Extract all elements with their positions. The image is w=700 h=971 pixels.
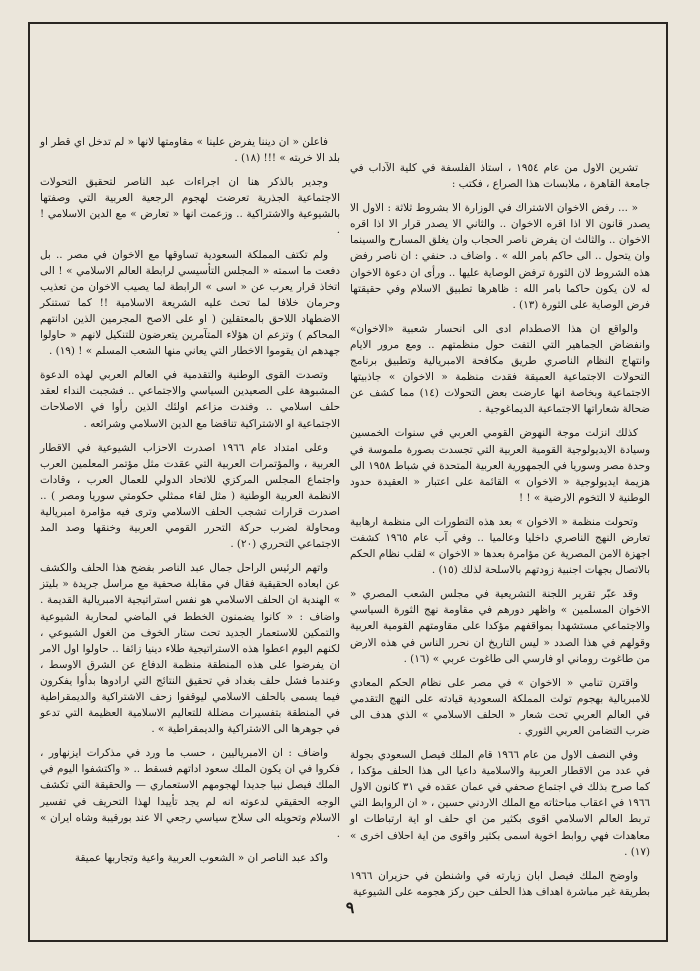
paragraph: تشرين الاول من عام ١٩٥٤ ، استاذ الفلسفة في كلية الآداب في جامعة القاهرة ، ملابسات هذا الصراع ، فكتب :	[350, 162, 650, 191]
paragraph: وعلى امتداد عام ١٩٦٦ اصدرت الاحزاب الشيوعية في الاقطار العربية ، والمؤتمرات العربية التي عقدت مثل مؤتمر المعلمين العرب واجتماع المجلس المركزي للاتحاد الدولي للعمال العرب ، وقادات الانظمة العربية الوطنية ( مثل لقاء ممثلي حكومتي سوريا ومصر ) .. اصدرت قرارات تشجب الحلف الاسلامي وترى فيه مؤامرة امبريالية ومحاولة لضرب حركة التحرر القومي العربية وخنقها وصد المد الاجتماعي التحرري (٢٠) .	[40, 441, 340, 551]
page-number: ٩	[345, 898, 355, 917]
paragraph: وتصدت القوى الوطنية والتقدمية في العالم العربي لهذه الدعوة المشبوهة على الصعيدين السياسي والاجتماعي .. فشجبت النداء لعقد حلف اسلامي .. وفندت مزاعم اولئك الذين رأوا في الاصلاحات الاجتماعية او الاشتراكية تناقضا مع الدين الاسلامي وشرائعه .	[40, 369, 340, 430]
paragraph: كذلك انزلت موجة النهوض القومي العربي في سنوات الخمسين وسيادة الايديولوجية القومية العربية التي تجسدت بصورة ملموسة في وحدة مصر وسوريا في الجمهورية العربية المتحدة في شباط ١٩٥٨ الى هزيمة ايديولوجية « الاخوان » القائمة على اعتبار « العقيدة حدود الوطنية لا التخوم الارضية » ! !	[350, 427, 650, 504]
paragraph: ولم تكتف المملكة السعودية تساوقها مع الاخوان في مصر .. بل دفعت ما اسمته « المجلس التأسيسي لرابطة العالم الاسلامي » ! الى اتخاذ قرار يعرب عن « اسى » الرابطة لما يصيب الاخوان من تعذيب وحرمان خلافا لما تحث عليه الشريعة الاسلامية !! كما تستنكر الاضطهاد اللاحق بالمعتقلين ( او على الاصح المجرمين الذين ادانتهم المحاكم ) وتزعم ان هؤلاء المتآمرين يتعرضون للتنكيل لانهم « حاولوا جهدهم ان يقوموا الاخطار التي يعاني منها الشعب المسلم » ! (١٩) .	[40, 248, 340, 358]
paragraph: واتهم الرئيس الراحل جمال عبد الناصر بفضح هذا الحلف والكشف عن ابعاده الحقيقية فقال في مقابلة صحفية مع مراسل جريدة « بليتز » الهندية ان الحلف الاسلامي هو نفس استراتيجية الامبريالية القديمة . واضاف : « كانوا يضمنون الخطط في الماضي لمحاربة الشيوعية والتمكين للاستعمار الجديد تحت ستار الخوف من الغول الشيوعي ، لكنهم اليوم اعطوا هذه الاستراتيجية طلاء دينيا زائفا .. حاولوا اول الامر ان يفرضوا على هذه المنطقة منظمة الدفاع عن الشرق الاوسط ، وعندما فشل حلف بغداد في تحقيق النتائج التي ارادوها بدأوا يفكرون فيما يسمى بالحلف الاسلامي ليوقفوا زحف الاشتراكية والديمقراطية في المنطقة بتفسيرات مضللة للتعاليم الاسلامية العظيمة التي تدعو في جوهرها الى الاشتراكية والديمقراطية » .	[40, 562, 340, 736]
paragraph: وجدير بالذكر هنا ان اجراءات عبد الناصر لتحقيق التحولات الاجتماعية الجذرية تعرضت لهجوم الرجعية العربية التي وصفتها بالشيوعية والاشتراكية .. وزعمت انها « تعارض » مع الدين الاسلامي ! .	[40, 176, 340, 237]
paragraph: وتحولت منظمة « الاخوان » بعد هذه التطورات الى منظمة ارهابية تعارض النهج الناصري داخليا وعالميا .. وفي آب عام ١٩٦٥ كشفت اجهزة الامن المصرية عن مؤامرة بعدها « الاخوان » لقلب نظام الحكم بالاتصال بجهات اجنبية زودتهم بالاسلحة لذلك (١٥) .	[350, 515, 650, 577]
paragraph: فاعلن « ان ديننا يفرض علينا » مقاومتها لانها « لم تدخل اي قطر او بلد الا خربته » !!! (١٨) .	[40, 136, 340, 165]
paragraph: وقد عبّر تقرير اللجنة التشريعية في مجلس الشعب المصري « الاخوان المسلمين » واظهر دورهم في مقاومة نهج الثورة السياسي والاجتماعي مستشهدا بمواقفهم مؤكدا على مقاومتهم القومية العربية وقولهم في هذا الصدد « ليس التاريخ ان نحرر الناس في هذه الارض من طاغوت روماني او فارسي الى طاغوت عربي » (١٦) .	[350, 588, 650, 665]
paragraph: وفي النصف الاول من عام ١٩٦٦ قام الملك فيصل السعودي بجولة في عدد من الاقطار العربية والاسلامية داعيا الى هذا الحلف مؤكدا ، كما صرح بذلك في اجتماع صحفي في عمان عقده في ٣١ كانون الاول ١٩٦٦ في اعقاب مباحثاته مع الملك الاردني حسين ، « ان الروابط التي تربط العالم الاسلامي اقوى بكثير من اي حلف او اية ارتباطات او معاهدات فهي روابط اخوية اسمى بكثير واقوى من اية احلاف اخرى » (١٧) .	[350, 749, 650, 858]
paragraph: واقترن تنامي « الاخوان » في مصر على نظام الحكم المعادي للامبريالية بهجوم تولت المملكة السعودية قيادته على النهج التقدمي في العالم العربي تحت شعار « الحلف الاسلامي » الذي هدف الى ضرب التضامن العربي الثوري .	[350, 676, 650, 737]
paragraph: والواقع ان هذا الاصطدام ادى الى انحسار شعبية «الاخوان» وانفضاض الجماهير التي التفت حول منظمتهم .. ومع مرور الايام وانتهاج النظام الناصري طريق مكافحة الامبريالية وتطبيق برنامج التحولات الاجتماعية العميقة فقدت منظمة « الاخوان » جاذبيتها الاجتماعية وبخاصة انها عارضت بعض التحولات (١٤) مما كشف عن ضحالة شعاراتها الاجتماعية الديماغوجية .	[350, 322, 650, 416]
paragraph: واكد عبد الناصر ان « الشعوب العربية واعية وتجاربها عميقة	[74, 851, 328, 864]
paragraph: واوضح الملك فيصل ابان زيارته في واشنطن في حزيران ١٩٦٦ بطريقة غير مباشرة اهداف هذا الحلف حين ركز هجومه على الشيوعية	[350, 869, 650, 898]
paragraph: « ... رفض الاخوان الاشتراك في الوزارة الا بشروط ثلاثة : الاول الا يصدر قانون الا اذا اقره الاخوان .. والثاني الا يصدر قرار الا اذا اقره الاخوان .. والثالث ان يفرض ناصر الحجاب وان يغلق المسارح والسينما وان يتحول .. الى حاكم بامر الله » . واضاف د. حنفي : ان ناصر رفض هذه الشروط لان الثورة ترفض الوصاية عليها .. ورأى ان دعوة الاخوان له لان يكون حاكما بامر الله : ظاهرها تطبيق الاسلام وفي حقيقتها فرض الوصاية على الثورة (١٣) .	[350, 202, 650, 311]
paragraph: واضاف : ان الامبرياليين ، حسب ما ورد في مذكرات ايزنهاور ، فكروا في ان يكون الملك سعود اداتهم فسقط .. « واكتشفوا اليوم في الملك فيصل نبيا جديدا لهجومهم الاستعماري — والحقيقة التي تكشف الوجه الحقيقي لدعوته انه لم يجد تأييدا لهذا التحريف في تفسير الاسلام وتحويله الى سلاح سياسي رجعي الا عند بورقيبة وشاه ايران » .	[40, 747, 340, 840]
left-text-column	[40, 134, 340, 874]
right-text-column	[350, 160, 650, 908]
